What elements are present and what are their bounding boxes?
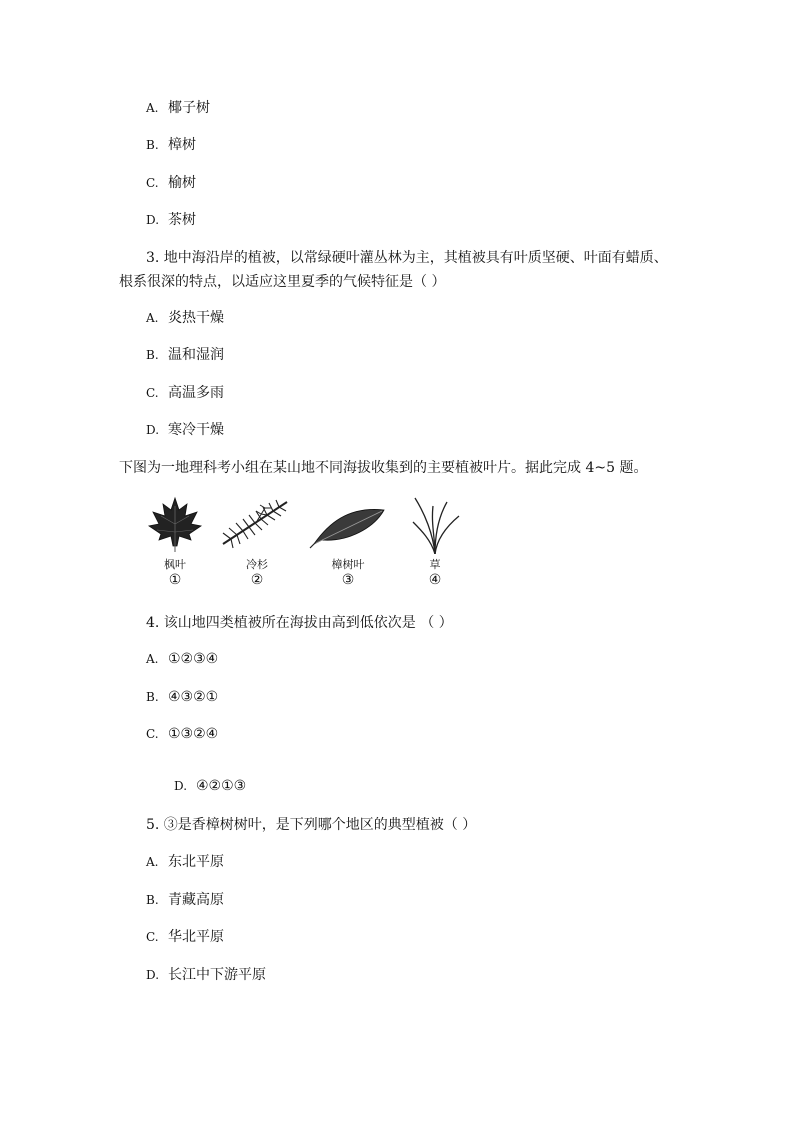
figure-caption: 草 [429,558,441,571]
q5-option-c: C. 华北平原 [146,929,224,945]
q4-option-d: D. ④②①③ [174,778,247,794]
q3-option-c: C. 高温多雨 [146,385,224,401]
q4-stem: 4. 该山地四类植被所在海拔由高到低依次是 （ ） [146,615,453,631]
q2-option-a: A. 椰子树 [146,100,210,116]
q5-option-d: D. 长江中下游平原 [146,967,266,983]
figure-intro: 下图为一地理科考小组在某山地不同海拔收集到的主要植被叶片。据此完成 4~5 题。 [119,460,648,476]
leaf-figure [140,494,480,594]
q3-option-a: A. 炎热干燥 [146,310,224,326]
q3-option-d: D. 寒冷干燥 [146,422,224,438]
figure-caption: 樟树叶 [331,558,365,571]
maple-leaf-icon [135,494,215,554]
figure-number: ② [250,572,264,588]
q3-stem-line1: 3. 地中海沿岸的植被，以常绿硬叶灌丛林为主，其植被具有叶质坚硬、叶面有蜡质、 [146,250,668,266]
figure-number: ③ [341,572,355,588]
figure-number: ① [168,572,182,588]
camphor-leaf-icon [308,494,388,554]
figure-caption: 枫叶 [164,558,186,571]
q3-option-b: B. 温和湿润 [146,347,224,363]
q4-option-c: C. ①③②④ [146,726,219,742]
q4-option-b: B. ④③②① [146,689,219,705]
q5-option-a: A. 东北平原 [146,854,224,870]
q2-option-b: B. 樟树 [146,137,196,153]
q5-option-b: B. 青藏高原 [146,892,224,908]
q3-stem-line2: 根系很深的特点，以适应这里夏季的气候特征是（ ） [119,274,446,290]
grass-icon [395,494,475,554]
q4-option-a: A. ①②③④ [146,651,219,667]
q5-stem: 5. ③是香樟树树叶，是下列哪个地区的典型植被（ ） [146,817,477,833]
fir-branch-icon [217,494,297,554]
figure-caption: 冷杉 [246,558,268,571]
figure-number: ④ [428,572,442,588]
q2-option-c: C. 榆树 [146,175,196,191]
q2-option-d: D. 茶树 [146,212,196,228]
